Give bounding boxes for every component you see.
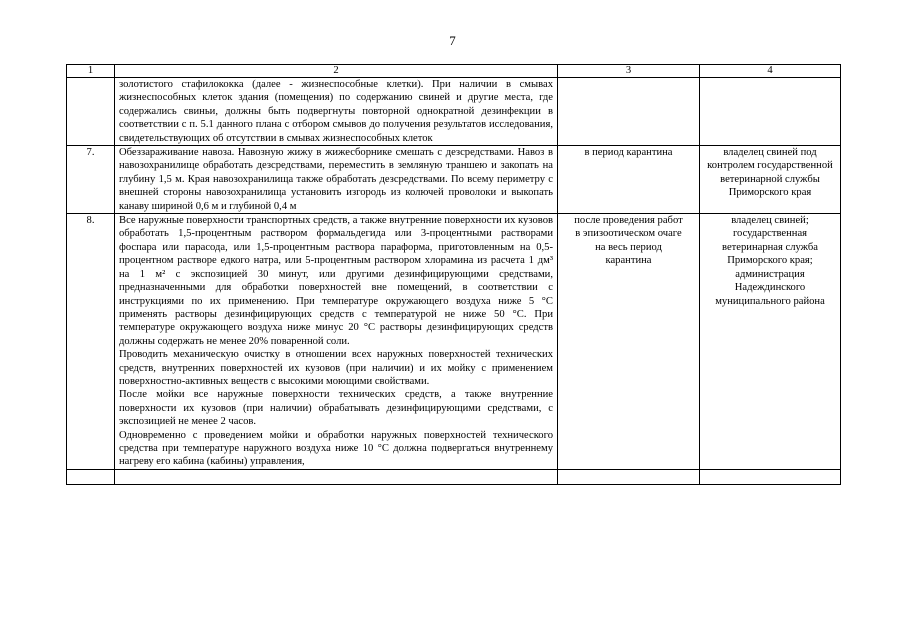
row-number: 7. [67,146,115,214]
responsible-line: ветеринарная служба [722,241,818,253]
term-line: карантина [605,255,652,267]
responsible-line: Надеждинского [734,282,806,294]
empty-cell [700,469,841,484]
term-line: в эпизоотическом очаге [575,228,682,240]
measure-paragraph: золотистого стафилококка (далее - жизнеспособные клетки). При наличии в смывах жизнеспособных клеток здания (помещения) по содержанию свиней и другие места, где содержались свиньи, должны быть подвергнуты повторной однократной дезинфекции в соответствии с п. 5.1 данного плана с отбором смывов до получения результатов исследования, свидетельствующих об отсутствии в смывах жизнеспособных клеток [119,79,553,144]
responsible-line: Приморского края [728,187,812,199]
measure-paragraph: Проводить механическую очистку в отношении всех наружных поверхностей технических средств, внутренних поверхностей их кузовов (при наличии) и их мойку с применением поверхностно-активных веществ с высокими моющими свойствами. [119,349,553,387]
table-row [67,78,841,146]
table-header-row [67,65,841,78]
empty-cell [67,469,115,484]
measures-table [66,64,841,485]
table-row-continuation [67,469,841,484]
column-header-measure: 2 [115,65,558,78]
responsible-line: владелец свиней; [731,215,809,227]
page-number: 7 [449,33,456,48]
term-line: после проведения работ [574,215,683,227]
measure-description [115,146,558,214]
empty-cell [558,469,700,484]
measure-description [115,78,558,146]
responsible-line: контролем государственной [707,160,833,172]
measure-paragraph: Все наружные поверхности транспортных средств, а также внутренние поверхности их кузовов обработать 1,5-процентным раствором формальдегида или 3-процентными растворами фоспара или парасода, или 1,5-процентным раствора параформа, приготовленным на 0,5-процентном растворе едкого натра, или 5-процентным раствором хлорамина из расчета 1 дм³ на 1 м² с экспозицией 30 минут, или другими дезинфицирующими средствами, предназначенными для обработки поверхностей вне помещений, в соответствии с инструкциями по их применению. При температуре окружающего воздуха ниже 5 °С применять растворы дезинфицирующих средств с температурой не ниже 50 °С. При температуре окружающего воздуха ниже минус 20 °С растворы дезинфицирующих средств должны содержать не менее 20% поваренной соли. [119,215,553,347]
measure-term: в период карантина [558,146,700,214]
measure-term [558,78,700,146]
measure-paragraph: После мойки все наружные поверхности технических средств, а также внутренние поверхности их кузовов (при наличии) обрабатывать дезинфицирующими средствами, с экспозицией не менее 2 часов. [119,389,553,428]
responsible-line: Приморского края; [727,255,813,267]
responsible-line: государственная [732,228,808,240]
empty-cell [115,469,558,484]
column-header-number: 1 [67,65,115,78]
measure-responsible [700,214,841,470]
measure-term [558,214,700,470]
measure-description [115,214,558,470]
measure-paragraph: Обеззараживание навоза. Навозную жижу в жижесборнике смешать с дезсредствами. Навоз в навозохранилище обработать дезсредствами, переместить в земляную траншею и закопать на глубину 1,5 м. Края навозохранилища также обработать дезсредствами. По всему периметру с внешней стороны навозохранилища установить изгородь из колючей проволоки и выкопать канаву шириной 0,6 м и глубиной 0,4 м [119,147,553,212]
term-line: на весь период [595,241,662,253]
responsible-line: муниципального района [715,295,825,307]
measure-paragraph: Одновременно с проведением мойки и обработки наружных поверхностей технического средства при температуре наружного воздуха ниже 10 °С должна подвергаться внутреннему нагреву его кабина (кабины) управления, [119,429,553,468]
measure-responsible [700,78,841,146]
row-number: 8. [67,214,115,470]
table-row [67,214,841,470]
responsible-line: владелец свиней под [723,147,817,159]
row-number [67,78,115,146]
responsible-line: ветеринарной службы [720,173,820,185]
column-header-term: 3 [558,65,700,78]
column-header-responsible: 4 [700,65,841,78]
measure-responsible [700,146,841,214]
responsible-line: администрация [735,268,805,280]
table-row [67,146,841,214]
